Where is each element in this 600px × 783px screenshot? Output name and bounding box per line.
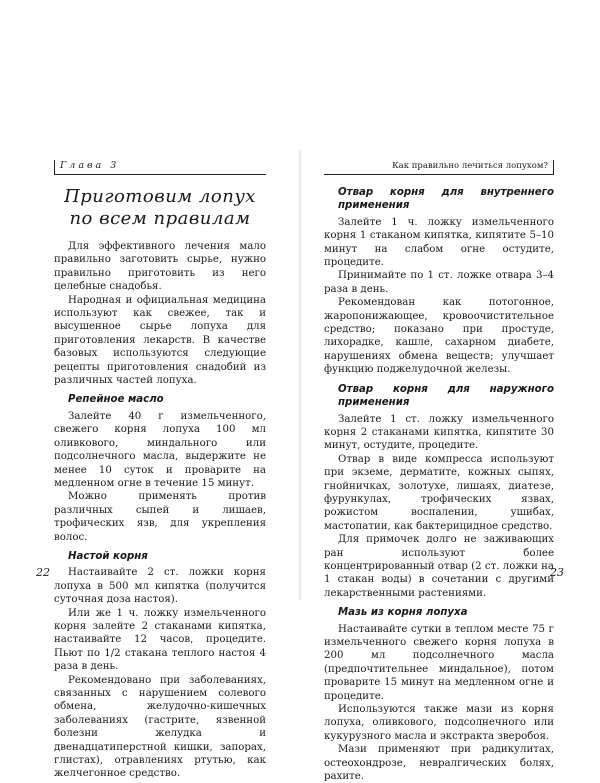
running-head-left — [54, 160, 266, 175]
paragraph: Для эффективного лечения мало правильно заготовить сырье, нужно правильно приготовить из него целебные снадобья. — [54, 241, 266, 293]
chapter-title: Приготовим лопух по всем правилам — [64, 186, 256, 229]
page-number-right: 23 — [550, 566, 564, 579]
paragraph: Залейте 40 г измельченного, свежего корня лопуха 100 мл оливкового, миндального или подсолнечного масла, выдержите не менее 10 суток и проварите на медленном огне в течение 15 минут. — [54, 410, 266, 489]
paragraph: Рекомендован как потогонное, жаропонижающее, кровоочистительное средство; показано при простуде, лихорадке, кашле, сахарном диабете, нарушениях обмена веществ; улучшает функцию поджелудочной железы. — [324, 297, 554, 376]
paragraph: Мази применяют при радикулитах, остеохондрозе, невралгических болях, рахите. — [324, 744, 554, 783]
page-number-left: 22 — [36, 566, 50, 579]
paragraph: Народная и официальная медицина используют как свежее, так и высушенное сырье лопуха для приготовления лекарств. В качестве базовых используются следующие рецепты приготовления снадобий из различных частей лопуха. — [54, 294, 266, 387]
paragraph: Для примочек долго не заживающих ран используют более концентрированный отвар (2 ст. ложки на 1 стакан воды) в сочетании с другими лекарственными растениями. — [324, 534, 554, 599]
running-head-right — [324, 160, 554, 175]
left-body-text — [54, 240, 266, 781]
paragraph: Залейте 1 ст. ложку измельченного корня 2 стаканами кипятка, кипятите 30 минут, остудите, процедите. — [324, 413, 554, 452]
section-heading: Настой корня — [68, 550, 148, 562]
chapter-label: Глава 3 — [60, 160, 120, 171]
running-head-text: Как правильно лечиться лопухом? — [392, 161, 548, 171]
section-heading: Отвар корня для внутреннего применения — [338, 187, 554, 212]
section-heading: Отвар корня для наружного применения — [338, 383, 554, 409]
running-head-rule — [553, 160, 554, 174]
paragraph: Настаивайте 2 ст. ложки корня лопуха в 500 мл кипятка (получится суточная доза настоя). — [54, 567, 266, 606]
paragraph: Или же 1 ч. ложку измельченного корня залейте 2 стаканами кипятка, настаивайте 12 часов, процедите. Пьют по 1/2 стакана теплого настоя 4 раза в день. — [54, 607, 266, 673]
right-page — [300, 0, 600, 783]
paragraph: Принимайте по 1 ст. ложке отвара 3–4 раза в день. — [324, 270, 554, 295]
section-heading: Мазь из корня лопуха — [338, 607, 468, 619]
right-body-text — [324, 186, 554, 783]
paragraph: Залейте 1 ч. ложку измельченного корня 1 стаканом кипятка, кипятите 5–10 минут на слабом огне остудите, процедите. — [324, 216, 554, 269]
running-head-rule — [54, 160, 55, 174]
paragraph: Настаивайте сутки в теплом месте 75 г измельченного свежего корня лопуха в 200 мл подсолнечного масла (предпочтительнее миндальное), потом проварите 15 минут на медленном огне и процедите. — [324, 623, 554, 702]
paragraph: Можно применять против различных сыпей и лишаев, трофических язв, для укрепления волос. — [54, 491, 266, 543]
paragraph: Отвар в виде компресса используют при экземе, дерматите, кожных сыпях, гнойничках, золотухе, лишаях, диатезе, фурункулах, трофических язвах, рожистом воспалении, ушибах, мастопатии, как бактерицидное средство. — [324, 453, 554, 532]
left-page — [0, 0, 300, 780]
paragraph: Рекомендовано при заболеваниях, связанных с нарушением солевого обмена, желудочно-кишечных заболеваниях (гастрите, язвенной болезни желудка и двенадцатиперстной кишки, запорах, глистах), отравлениях ртутью, как желчегонное средство. — [54, 674, 266, 780]
section-heading: Репейное масло — [68, 394, 164, 406]
paragraph: Используются также мази из корня лопуха, оливкового, подсолнечного или кукурузного масла и экстракта зверобоя. — [324, 704, 554, 742]
